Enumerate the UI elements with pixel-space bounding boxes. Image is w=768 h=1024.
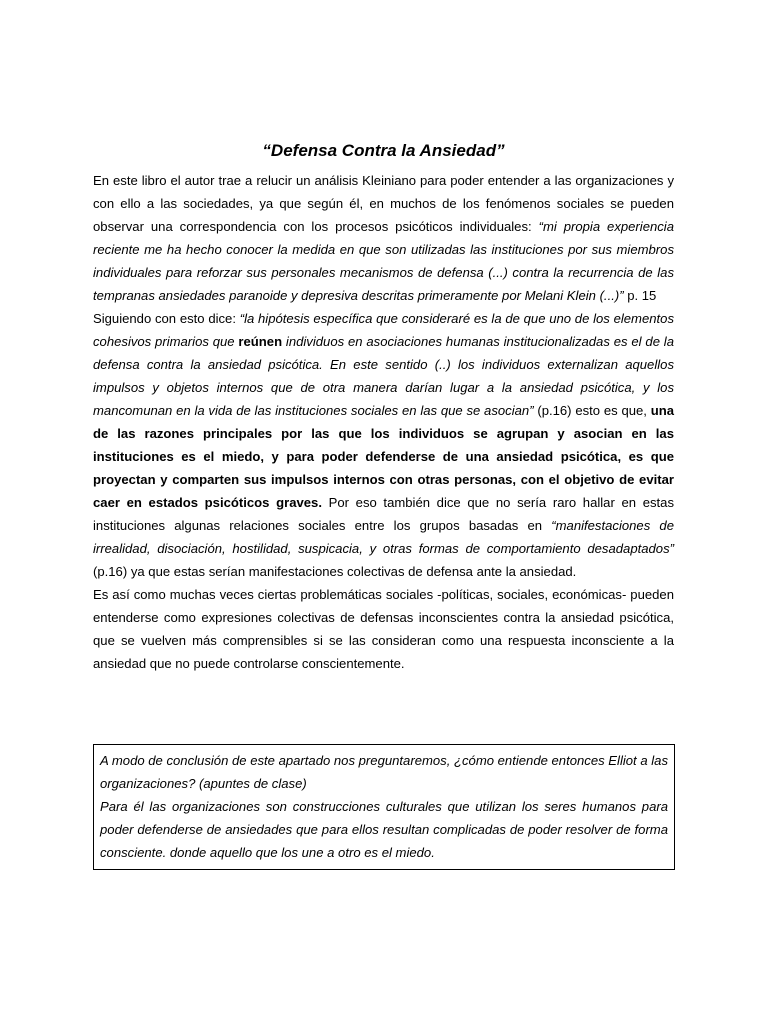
paragraph-1-quote: “mi propia experiencia reciente me ha hecho conocer la medida en que son utilizadas las instituciones por sus miembros individuales para reforzar sus personales mecanismos de defensa (...) contra la recurrencia de las tempranas ansiedades paranoide y depresiva descritas primeramente por Melani Klein (...)” bbox=[93, 219, 674, 303]
conclusion-question: A modo de conclusión de este apartado nos preguntaremos, ¿cómo entiende entonces Elliot a las organizaciones? (apuntes de clase) bbox=[100, 753, 668, 791]
paragraph-2-bold: una de las razones principales por las que los individuos se agrupan y asocian en las instituciones es el miedo, y para poder defenderse de una ansiedad psicótica, es que proyectan y comparten sus impulsos internos con otras personas, con el objetivo de evitar caer en estados psicóticos graves. bbox=[93, 403, 674, 510]
conclusion-box bbox=[93, 744, 675, 870]
paragraph-2-intro: Siguiendo con esto dice: bbox=[93, 311, 240, 326]
paragraph-2-end: (p.16) ya que estas serían manifestaciones colectivas de defensa ante la ansiedad. bbox=[93, 564, 577, 579]
paragraph-2-mid: Por eso también dice que no sería raro hallar en estas instituciones algunas relaciones sociales entre los grupos basadas en bbox=[93, 495, 674, 533]
paragraph-2-ref: (p.16) esto es que, bbox=[533, 403, 651, 418]
paragraph-1 bbox=[93, 169, 674, 307]
paragraph-2-quote-c: “manifestaciones de irrealidad, disociación, hostilidad, suspicacia, y otras formas de comportamiento desadaptados” bbox=[93, 518, 674, 556]
document-title: “Defensa Contra la Ansiedad” bbox=[262, 141, 505, 160]
conclusion-answer: Para él las organizaciones son construcciones culturales que utilizan los seres humanos para poder defenderse de ansiedades que para ellos resultan complicadas de poder resolver de forma consciente. donde aquello que los une a otro es el miedo. bbox=[100, 799, 668, 860]
document-body bbox=[93, 139, 674, 675]
paragraph-3: Es así como muchas veces ciertas problemáticas sociales -políticas, sociales, económicas- pueden entenderse como expresiones colectivas de defensas inconscientes contra la ansiedad psicótica, que se vuelven más comprensibles si se las consideran como una respuesta inconsciente a la ansiedad que no puede controlarse conscientemente. bbox=[93, 587, 674, 671]
paragraph-1-intro: En este libro el autor trae a relucir un análisis Kleiniano para poder entender a las organizaciones y con ello a las sociedades, ya que según él, en muchos de los fenómenos sociales se pueden observar una correspondencia con los procesos psicóticos individuales: bbox=[93, 173, 674, 234]
paragraph-2-quote-a: “la hipótesis específica que consideraré es la de que uno de los elementos cohesivos primarios que bbox=[93, 311, 674, 349]
paragraph-2-quote-b: individuos en asociaciones humanas institucionalizadas es el de la defensa contra la ansiedad psicótica. En este sentido (..) los individuos externalizan aquellos impulsos y objetos internos que de otra manera darían lugar a la ansiedad psicótica, y los mancomunan en la vida de las instituciones sociales en las que se asocian” bbox=[93, 334, 674, 418]
paragraph-1-ref: p. 15 bbox=[623, 288, 657, 303]
paragraph-2 bbox=[93, 307, 674, 583]
paragraph-2-quote-bold: reúnen bbox=[238, 334, 283, 349]
